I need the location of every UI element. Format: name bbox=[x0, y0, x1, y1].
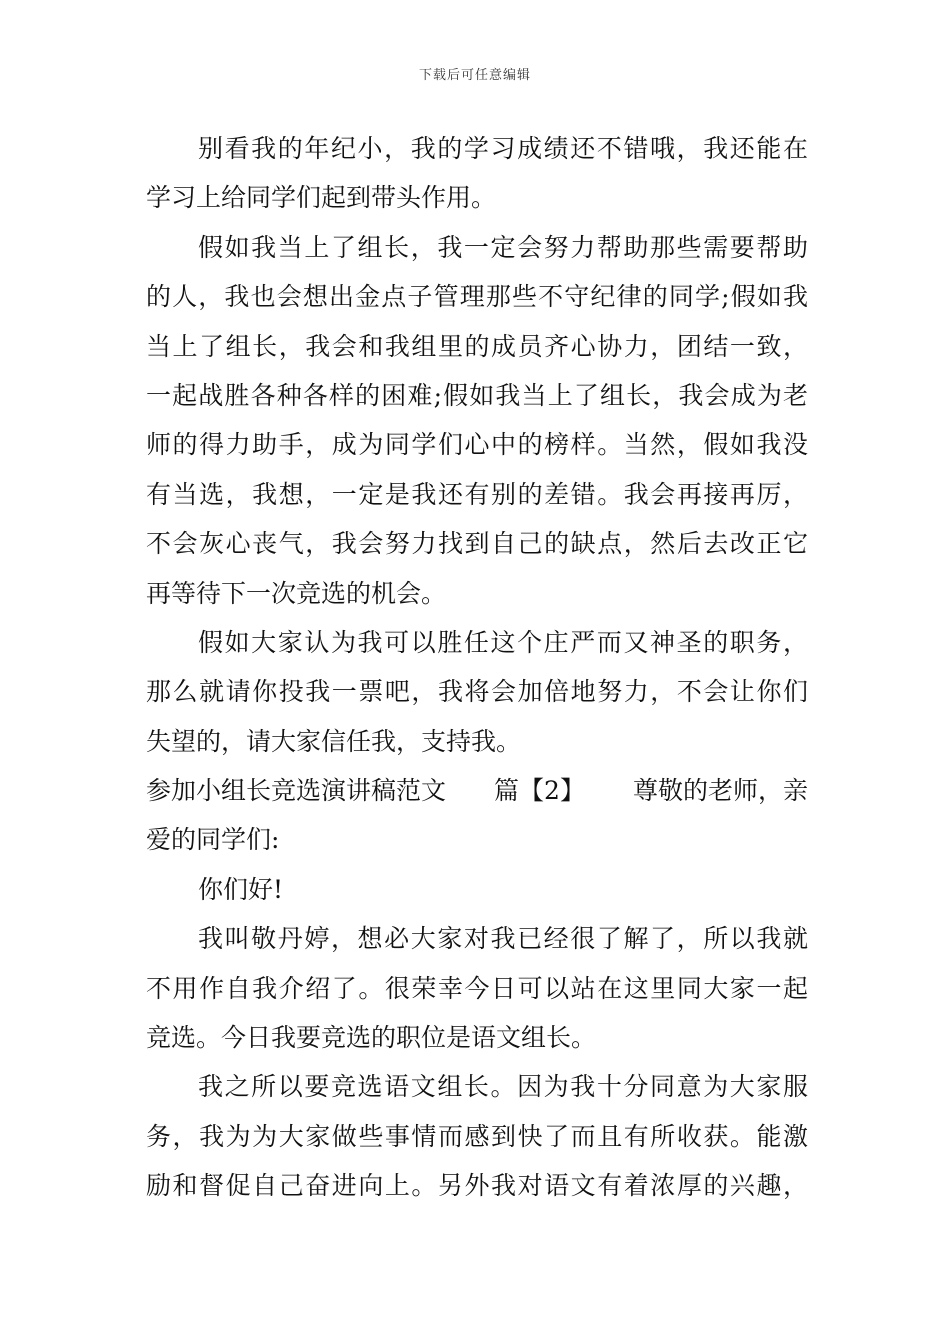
text-line: 学习上给同学们起到带头作用。 bbox=[146, 183, 497, 213]
text-line: 假如大家认为我可以胜任这个庄严而又神圣的职务， bbox=[198, 627, 808, 657]
text-line: 竞选。今日我要竞选的职位是语文组长。 bbox=[146, 1023, 597, 1053]
heading-title: 参加小组长竞选演讲稿范文 bbox=[146, 776, 447, 806]
document-body bbox=[146, 124, 808, 1211]
text-line: 假如我当上了组长，我一定会努力帮助那些需要帮助 bbox=[198, 232, 808, 262]
text-line: 励和督促自己奋进向上。另外我对语文有着浓厚的兴趣， bbox=[146, 1171, 808, 1201]
section-heading bbox=[146, 766, 808, 815]
text-line: 当上了组长，我会和我组里的成员齐心协力，团结一致， bbox=[146, 331, 808, 361]
text-line: 爱的同学们: bbox=[146, 825, 280, 855]
text-line: 我之所以要竞选语文组长。因为我十分同意为大家服 bbox=[198, 1072, 808, 1102]
text-line: 师的得力助手，成为同学们心中的榜样。当然，假如我没 bbox=[146, 430, 808, 460]
text-line: 的人，我也会想出金点子管理那些不守纪律的同学;假如我 bbox=[146, 282, 808, 312]
text-line: 有当选，我想，一定是我还有别的差错。我会再接再厉， bbox=[146, 479, 808, 509]
text-line: 你们好! bbox=[198, 874, 284, 904]
text-line: 别看我的年纪小，我的学习成绩还不错哦，我还能在 bbox=[198, 134, 808, 163]
text-line: 我叫敬丹婷，想必大家对我已经很了解了，所以我就 bbox=[198, 924, 808, 954]
text-line: 一起战胜各种各样的困难;假如我当上了组长，我会成为老 bbox=[146, 380, 808, 410]
text-line: 务，我为为大家做些事情而感到快了而且有所收获。能激 bbox=[146, 1121, 808, 1151]
text-line: 那么就请你投我一票吧，我将会加倍地努力，不会让你们 bbox=[146, 677, 808, 707]
text-line: 不会灰心丧气，我会努力找到自己的缺点，然后去改正它 bbox=[146, 529, 808, 559]
heading-section-number: 篇【2】 bbox=[494, 776, 585, 806]
page-header: 下载后可任意编辑 bbox=[418, 68, 531, 83]
text-line: 不用作自我介绍了。很荣幸今日可以站在这里同大家一起 bbox=[146, 973, 808, 1003]
text-line: 失望的，请大家信任我，支持我。 bbox=[146, 726, 522, 756]
text-line: 再等待下一次竞选的机会。 bbox=[146, 578, 447, 608]
salutation-start: 尊敬的老师，亲 bbox=[632, 776, 808, 806]
